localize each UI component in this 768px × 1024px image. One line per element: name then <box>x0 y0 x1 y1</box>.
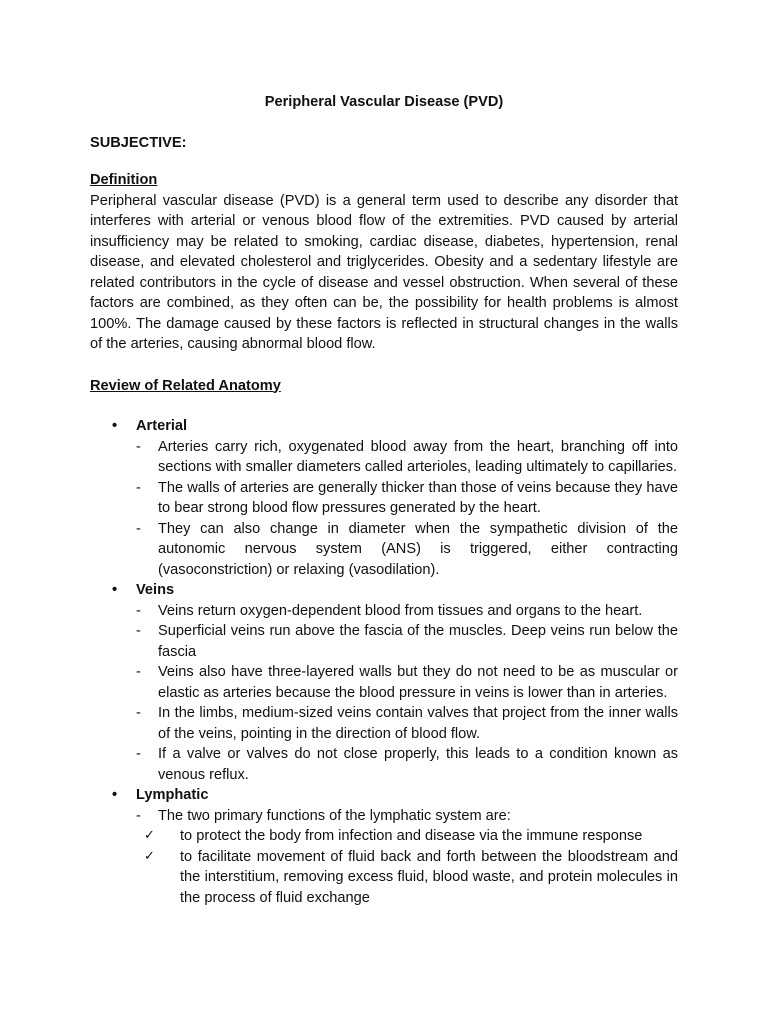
checkmark-icon: ✓ <box>144 848 155 864</box>
veins-points <box>136 601 678 786</box>
check-text: to protect the body from infection and disease via the immune response <box>180 828 643 844</box>
definition-paragraph: Peripheral vascular disease (PVD) is a general term used to describe any disorder that interferes with arterial or venous blood flow of the extremities. PVD caused by arterial insufficiency may be related to smoking, cardiac disease, diabetes, hypertension, renal disease, and elevated cholesterol and triglycerides. Obesity and a sedentary lifestyle are related contributors in the cycle of disease and vessel obstruction. When several of these factors are combined, as they often can be, the possibility for health problems is almost 100%. The damage caused by these factors is reflected in structural changes in the walls of the arteries, causing abnormal blood flow. <box>90 192 678 352</box>
dash-icon: - <box>136 438 141 455</box>
list-item <box>136 437 678 478</box>
subjective-label: SUBJECTIVE: <box>90 134 187 151</box>
point-text: The two primary functions of the lymphatic system are: <box>158 807 511 824</box>
bullet-icon: • <box>112 582 118 598</box>
list-item <box>136 601 678 622</box>
topic-lymphatic <box>90 785 678 908</box>
arterial-points <box>136 437 678 581</box>
point-text: In the limbs, medium-sized veins contain valves that project from the inner walls of the veins, pointing in the direction of blood flow. <box>158 705 678 742</box>
bullet-icon: • <box>112 418 118 434</box>
point-text: The walls of arteries are generally thicker than those of veins because they have to bear strong blood flow pressures generated by the heart. <box>158 479 678 516</box>
list-item <box>136 847 678 909</box>
point-text: Veins return oxygen-dependent blood from tissues and organs to the heart. <box>158 602 643 619</box>
list-item <box>136 478 678 519</box>
list-item <box>136 806 678 827</box>
dash-icon: - <box>136 705 141 721</box>
checkmark-icon: ✓ <box>144 828 155 843</box>
lymphatic-function-list <box>136 826 678 908</box>
point-text: If a valve or valves do not close properly, this leads to a condition known as venous reflux. <box>158 746 678 783</box>
topic-veins <box>90 580 678 785</box>
topic-label-arterial: Arterial <box>136 418 188 434</box>
topic-arterial <box>90 416 678 580</box>
list-item <box>136 744 678 785</box>
document-title: Peripheral Vascular Disease (PVD) <box>264 94 504 110</box>
dash-icon: - <box>136 664 141 680</box>
topic-label-lymphatic: Lymphatic <box>136 787 209 803</box>
dash-icon: - <box>136 807 141 824</box>
anatomy-topic-list <box>90 416 678 908</box>
check-text: to facilitate movement of fluid back and forth between the bloodstream and the interstitium, removing excess fluid, blood waste, and protein molecules in the process of fluid exchange <box>180 848 678 906</box>
dash-icon: - <box>136 479 141 496</box>
point-text: They can also change in diameter when the sympathetic division of the autonomic nervous system (ANS) is triggered, either contracting (vasoconstriction) or relaxing (vasodilation). <box>158 520 678 578</box>
list-item <box>136 519 678 581</box>
list-item <box>136 703 678 744</box>
list-item <box>136 621 678 662</box>
point-text: Arteries carry rich, oxygenated blood away from the heart, branching off into sections with smaller diameters called arterioles, leading ultimately to capillaries. <box>158 438 678 475</box>
dash-icon: - <box>136 746 141 762</box>
lymphatic-points <box>136 806 678 827</box>
dash-icon: - <box>136 602 141 619</box>
bullet-icon: • <box>112 787 118 803</box>
anatomy-heading: Review of Related Anatomy <box>90 377 281 394</box>
definition-heading: Definition <box>90 172 158 188</box>
point-text: Superficial veins run above the fascia of the muscles. Deep veins run below the fascia <box>158 623 678 660</box>
topic-label-veins: Veins <box>136 582 175 598</box>
document-page <box>90 92 678 908</box>
dash-icon: - <box>136 623 141 639</box>
point-text: Veins also have three-layered walls but they do not need to be as muscular or elastic as arteries because the blood pressure in veins is lower than in arteries. <box>158 664 678 701</box>
dash-icon: - <box>136 520 141 537</box>
list-item <box>136 662 678 703</box>
list-item <box>136 826 678 847</box>
